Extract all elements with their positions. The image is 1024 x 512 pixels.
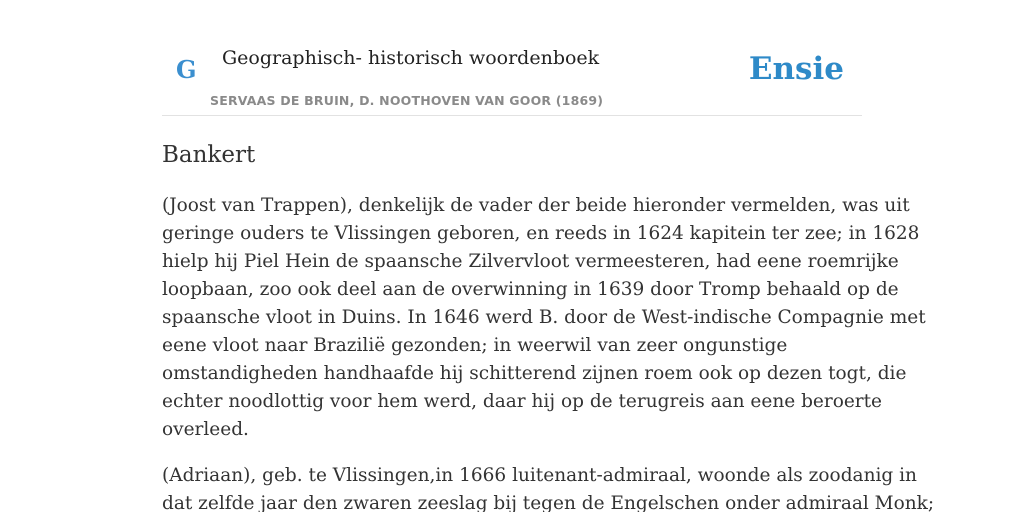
text-line: echter noodlottig voor hem werd, daar hij op de terugreis aan eene beroerte	[162, 391, 883, 412]
header	[162, 0, 862, 116]
text-line: dat zelfde jaar den zwaren zeeslag bij tegen de Engelschen onder admiraal Monk;	[162, 493, 935, 512]
text-line: (Adriaan), geb. te Vlissingen,in 1666 luitenant-admiraal, woonde als zoodanig in	[162, 465, 917, 486]
text-line: spaansche vloot in Duins. In 1646 werd B. door de West-indische Compagnie met	[162, 307, 926, 328]
text-line: geringe ouders te Vlissingen geboren, en reeds in 1624 kapitein ter zee; in 1628	[162, 223, 920, 244]
text-line: omstandigheden handhaafde hij schitterend zijnen roem ook op dezen togt, die	[162, 363, 907, 384]
book-authors: SERVAAS DE BRUIN, D. NOOTHOVEN VAN GOOR (1869)	[210, 93, 604, 108]
text-line: (Joost van Trappen), denkelijk de vader der beide hieronder vermelden, was uit	[162, 195, 910, 216]
book-logo-icon[interactable]: G	[176, 55, 197, 84]
entry-title: Bankert	[162, 142, 256, 168]
paragraph	[162, 192, 926, 444]
paragraph	[162, 462, 935, 512]
book-title[interactable]: Geographisch- historisch woordenboek	[222, 47, 600, 69]
entry-body	[162, 192, 935, 512]
page	[162, 0, 935, 512]
text-line: loopbaan, zoo ook deel aan de overwinning in 1639 door Tromp behaald op de	[162, 279, 899, 300]
text-line: hielp hij Piel Hein de spaansche Zilvervloot vermeesteren, had eene roemrijke	[162, 251, 899, 272]
brand-logo[interactable]: Ensie	[748, 51, 844, 87]
text-line: overleed.	[162, 419, 249, 440]
text-line: eene vloot naar Brazilië gezonden; in weerwil van zeer ongunstige	[162, 335, 788, 356]
